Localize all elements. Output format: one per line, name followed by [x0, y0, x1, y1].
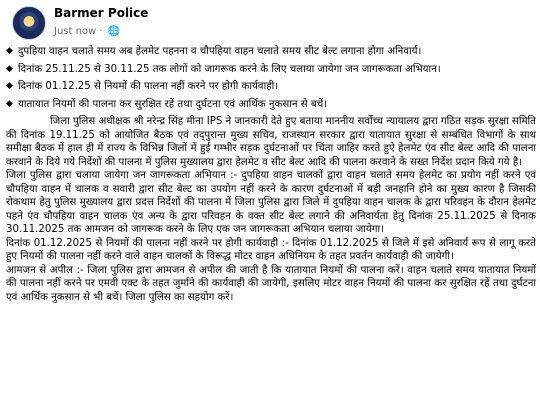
post-paragraph: दिनांक 01.12.2025 से नियमों की पालना नहीं करने पर होगी कार्यवाही :- दिनांक 01.12.2025 से जिले में इसे अनिवार्य रूप से लागू करते हुए नियमों की पालना नहीं करने वाले वाहन चालकों के विरूद्ध मोटर वाहन अधिनियम के तहत प्रवर्तन कार्यवाही की जायेगी। [6, 237, 536, 262]
globe-icon: 🌐 [107, 26, 121, 37]
diamond-bullet-icon: ◆ [6, 98, 13, 109]
post-paragraph: आमजन से अपील :- जिला पुलिस द्वारा आमजन से अपील की जाती है कि यातायात नियमों की पालना करें। वाहन चलाते समय यातायात नियमों की पालना नहीं करने पर एमवी एक्ट के तहत जुर्माने की कार्यवाही की जायेगी, इसलिए मोटर वाहन नियमों की पालना कर सुरक्षित रहें तथा दुर्घटना एवं आर्थिक नुकसान से भी बचें। जिला पुलिस का सहयोग करें। [6, 264, 536, 303]
bullet-text: दुपहिया वाहन चलाते समय अब हेलमेट पहनना व चौपहिया वाहन चलाते समय सीट बेल्ट लगाना होगा अनिवार्य। [18, 46, 422, 57]
post-paragraph: जिला पुलिस अधीक्षक श्री नरेन्द्र सिंह मीना IPS ने जानकारी देते हुए बताया माननीय सर्वोच्च न्यायालय द्वारा गठित सड़क सुरक्षा समिति की दिनांक 19.11.25 को आयोजित बैठक एवं तद्पुरान्त मुख्य सचिव, राजस्थान सरकार द्वारा यातायात सुरक्षा से सम्बंधित विभागों के साथ समीक्षा बैठक में हाल ही में राज्य के विभिन्न जिलों में हुई गम्भीर सड़क दुर्घटनाओं पर चिंता जाहिर करते हुऐ हेलमेट एंव सीट बेल्ट आदि की पालना करवाने के दिये गये निर्देशों की पालना में पुलिस मुख्यालय द्वारा हेलमेट व सीट बेल्ट आदि की पालना करवाने के सख्त निर्देश प्रदान किये गये है। [6, 116, 536, 168]
bullet-text: दिनांक 01.12.25 से नियमों की पालना नहीं करने पर होगी कार्यवाही। [18, 81, 279, 92]
post-timestamp[interactable]: Just now [54, 26, 97, 37]
post-body [6, 45, 536, 304]
bullet-item [6, 98, 536, 112]
page-avatar[interactable] [12, 6, 46, 40]
post-header [0, 0, 540, 44]
diamond-bullet-icon: ◆ [6, 63, 13, 74]
post-paragraph: जिला पुलिस द्वारा चलाया जायेगा जन जागरूकता अभियान :- दुपहिया वाहन चालकों द्वारा वाहन चलाते समय हेलमेट का प्रयोग नहीं करने एवं चौपहिया वाहन में चालक व सवारी द्वारा सीट बेल्ट का उपयोग नहीं करने के कारण दुर्घटनाओं में बड़ी जनहानि होने का मुख्य कारण है जिसकी रोकथाम हेतु पुलिस मुख्यालय द्वारा प्रदत्त निर्देशों की पालना में जिला पुलिस द्वारा जिले में दुपहिया वाहन चालक के द्वारा परिवहन के दौरान हेलमेट पहने एंव चौपहिया वाहन चालक एंव अन्य के द्वारा परिवहन के वक्त सीट बेल्ट लगाने की अनिवार्यता हेतु दिनांक 25.11.2025 से दिनाक 30.11.2025 तक आमजन को जागरूक करने के लिए एक जन जागरूकता अभियान चलाया जायेगा। [6, 170, 536, 235]
bullet-text: दिनांक 25.11.25 से 30.11.25 तक लोगों को जागरूक करने के लिए चलाया जायेगा जन जागरूकता अभियान। [18, 63, 441, 75]
diamond-bullet-icon: ◆ [6, 46, 13, 56]
page-name[interactable]: Barmer Police [54, 6, 149, 20]
bullet-item [6, 63, 536, 77]
diamond-bullet-icon: ◆ [6, 81, 13, 91]
post-meta: Just now · 🌐 [54, 26, 121, 37]
bullet-text: यातायात नियमों की पालना कर सुरक्षित रहें तथा दुर्घटना एवं आर्थिक नुकसान से बचें। [18, 98, 328, 110]
bullet-item [6, 80, 536, 94]
bullet-item [6, 45, 536, 59]
